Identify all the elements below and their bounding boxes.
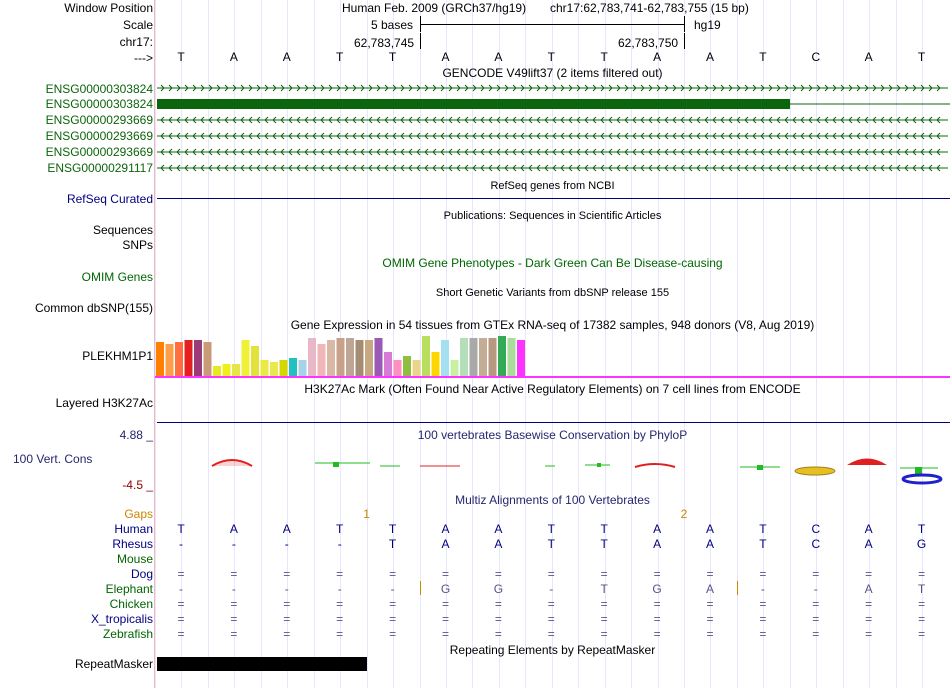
position-text[interactable]: chr17:62,783,741-62,783,755 (15 bp) (550, 1, 749, 15)
x_tropicalis-alignment-base: = (547, 612, 555, 626)
x_tropicalis-alignment-base: = (389, 612, 397, 626)
elephant-alignment-base: G (493, 582, 504, 596)
base-letter: A (864, 50, 873, 64)
human-alignment-base: T (600, 522, 608, 536)
label-omim-genes[interactable]: OMIM Genes (81, 270, 153, 284)
label-dog[interactable]: Dog (130, 567, 153, 581)
gtex-bar (232, 364, 240, 376)
rhesus-alignment-base: - (179, 537, 183, 551)
label-chr: chr17: (119, 35, 153, 49)
phylop-conservation-plot[interactable] (155, 450, 950, 488)
gtex-bar (498, 336, 506, 376)
cons-logo-c (795, 467, 835, 475)
rhesus-alignment-base: T (547, 537, 555, 551)
gtex-bar (299, 360, 307, 376)
track-title-omim: OMIM Gene Phenotypes - Dark Green Can Be Disease-causing (382, 256, 723, 270)
human-alignment-base: A (864, 522, 873, 536)
x_tropicalis-alignment-base: = (706, 612, 714, 626)
label-human[interactable]: Human (114, 522, 153, 536)
gtex-bar (194, 340, 202, 376)
label-repeatmasker[interactable]: RepeatMasker (74, 657, 153, 671)
base-letter: A (494, 50, 503, 64)
coord-1-tick (420, 33, 421, 49)
label-gene-2[interactable]: ENSG00000303824 (45, 97, 153, 111)
label-gaps[interactable]: Gaps (124, 507, 153, 521)
label-refseq[interactable]: RefSeq Curated (66, 192, 153, 206)
x_tropicalis-alignment-base: = (441, 612, 449, 626)
dog-alignment-base: = (389, 567, 397, 581)
x_tropicalis-alignment-base: = (600, 612, 608, 626)
rhesus-alignment-base: T (759, 537, 767, 551)
gtex-bar (451, 360, 459, 376)
chicken-alignment-base: = (441, 597, 449, 611)
gtex-bar (156, 342, 164, 376)
rhesus-alignment-base: A (864, 537, 873, 551)
gtex-bar (384, 352, 392, 376)
zebrafish-alignment-base: = (389, 627, 397, 641)
gtex-bar (460, 338, 468, 376)
base-letter: T (917, 50, 926, 64)
cons-peak-a2 (635, 464, 675, 467)
label-gene-3[interactable]: ENSG00000293669 (45, 113, 153, 127)
cons-mark-5-box (597, 463, 601, 467)
label-snps[interactable]: SNPs (122, 238, 153, 252)
elephant-alignment-base: A (705, 582, 714, 596)
chicken-alignment-base: = (547, 597, 555, 611)
human-alignment-base: T (547, 522, 555, 536)
zebrafish-alignment-base: = (547, 627, 555, 641)
gtex-bar (403, 356, 411, 376)
elephant-alignment-base: T (600, 582, 608, 596)
human-alignment-base: T (388, 522, 397, 536)
base-letter: A (229, 50, 238, 64)
elephant-alignment-base: - (390, 582, 395, 596)
base-letter: T (336, 50, 344, 64)
dog-alignment-base: = (759, 567, 767, 581)
base-letter: A (441, 50, 450, 64)
cons-mark-1-box (333, 462, 339, 467)
scale-bar-right-tick (684, 16, 685, 32)
dog-alignment-base: = (494, 567, 502, 581)
chicken-alignment-base: = (177, 597, 185, 611)
gtex-baseline (155, 376, 950, 378)
cons-min-label: -4.5 _ (122, 478, 153, 492)
gtex-bar (223, 364, 231, 376)
label-gene-5[interactable]: ENSG00000293669 (45, 145, 153, 159)
gtex-bar (166, 344, 174, 376)
chicken-alignment-base: = (918, 597, 926, 611)
gtex-bar (432, 352, 440, 376)
label-rhesus[interactable]: Rhesus (112, 537, 153, 551)
scale-db: hg19 (694, 18, 721, 32)
dog-alignment-base: = (865, 567, 873, 581)
zebrafish-alignment-base: = (283, 627, 291, 641)
gtex-bar (318, 344, 326, 376)
label-x-tropicalis[interactable]: X_tropicalis (90, 612, 153, 626)
zebrafish-alignment-base: = (918, 627, 926, 641)
chicken-alignment-base: = (759, 597, 767, 611)
base-letter: T (177, 50, 185, 64)
rhesus-alignment-base: A (705, 537, 714, 551)
base-letter: A (705, 50, 714, 64)
coord-2-tick (684, 33, 685, 49)
base-letter: T (759, 50, 767, 64)
track-title-dbsnp: Short Genetic Variants from dbSNP release 155 (435, 287, 670, 299)
label-zebrafish[interactable]: Zebrafish (102, 627, 153, 641)
label-scale: Scale (122, 18, 153, 32)
human-alignment-base: A (282, 522, 291, 536)
gtex-bar (479, 338, 487, 376)
track-title-refseq: RefSeq genes from NCBI (490, 180, 615, 192)
dog-alignment-base: = (706, 567, 714, 581)
rhesus-alignment-base: A (441, 537, 450, 551)
gtex-bar (356, 340, 364, 376)
human-alignment-base: C (811, 522, 821, 536)
gtex-bar (365, 340, 373, 376)
gtex-bar (270, 362, 278, 376)
dog-alignment-base: = (918, 567, 926, 581)
cons-logo-g (903, 475, 941, 483)
rhesus-alignment-base: - (231, 537, 236, 551)
zebrafish-alignment-base: = (865, 627, 873, 641)
chicken-alignment-base: = (600, 597, 608, 611)
track-title-multiz: Multiz Alignments of 100 Vertebrates (455, 493, 650, 507)
label-common-dbsnp[interactable]: Common dbSNP(155) (34, 301, 153, 315)
gtex-bar (422, 336, 430, 376)
gtex-bar (413, 360, 421, 376)
coord-2: 62,783,750 (618, 36, 679, 50)
gtex-bar (185, 340, 193, 376)
human-alignment-base: A (441, 522, 450, 536)
zebrafish-alignment-base: = (230, 627, 238, 641)
chicken-alignment-base: = (336, 597, 344, 611)
gtex-bar (508, 338, 516, 376)
base-letter: A (653, 50, 662, 64)
elephant-insert-mark-2 (737, 581, 738, 595)
base-letter: T (388, 50, 397, 64)
chicken-alignment-base: = (706, 597, 714, 611)
x_tropicalis-alignment-base: = (336, 612, 344, 626)
elephant-alignment-base: - (231, 582, 236, 596)
zebrafish-alignment-base: = (600, 627, 608, 641)
gtex-bar (441, 340, 449, 376)
elephant-alignment-base: T (917, 582, 926, 596)
track-title-gencode: GENCODE V49lift37 (2 items filtered out) (442, 66, 663, 80)
gtex-bar (242, 340, 250, 376)
chicken-alignment-base: = (865, 597, 873, 611)
gtex-bar (280, 360, 288, 376)
dog-alignment-base: = (441, 567, 449, 581)
elephant-insert-mark-1 (420, 581, 421, 595)
track-title-publications: Publications: Sequences in Scientific Articles (443, 210, 662, 222)
x_tropicalis-alignment-base: = (494, 612, 502, 626)
elephant-alignment-base: A (864, 582, 873, 596)
scale-bar (420, 24, 684, 25)
zebrafish-alignment-base: = (441, 627, 449, 641)
gaps-alignment-base: 1 (363, 507, 370, 521)
chicken-alignment-base: = (230, 597, 238, 611)
x_tropicalis-alignment-base: = (918, 612, 926, 626)
zebrafish-alignment-base: = (336, 627, 344, 641)
elephant-alignment-base: - (760, 582, 765, 596)
x_tropicalis-alignment-base: = (759, 612, 767, 626)
scale-text: 5 bases (371, 18, 414, 32)
label-100-vert-cons[interactable]: 100 Vert. Cons (13, 452, 93, 466)
gtex-bar (289, 358, 297, 376)
chicken-alignment-base: = (812, 597, 820, 611)
label-plekhm1p1[interactable]: PLEKHM1P1 (82, 349, 153, 363)
elephant-alignment-base: - (179, 582, 183, 596)
elephant-alignment-base: - (337, 582, 342, 596)
base-letter: A (282, 50, 291, 64)
human-alignment-base: T (759, 522, 767, 536)
cons-max-label: 4.88 _ (119, 428, 153, 442)
label-elephant[interactable]: Elephant (105, 582, 153, 596)
gtex-bar (213, 366, 221, 376)
label-window-position: Window Position (64, 1, 153, 15)
x_tropicalis-alignment-base: = (865, 612, 873, 626)
label-gene-1[interactable]: ENSG00000303824 (45, 82, 153, 96)
gtex-bar (375, 338, 383, 376)
gtex-bar (517, 340, 525, 376)
elephant-alignment-base: - (813, 582, 818, 596)
base-letter: T (600, 50, 608, 64)
dog-alignment-base: = (600, 567, 608, 581)
elephant-alignment-base: - (549, 582, 554, 596)
human-alignment-base: T (336, 522, 344, 536)
gtex-bar (470, 338, 478, 376)
x_tropicalis-alignment-base: = (230, 612, 238, 626)
chicken-alignment-base: = (389, 597, 397, 611)
h3k27ac-baseline (157, 422, 950, 423)
repeatmasker-element[interactable] (157, 657, 367, 671)
elephant-alignment-base: G (652, 582, 662, 596)
x_tropicalis-alignment-base: = (283, 612, 291, 626)
gaps-alignment-base: 2 (680, 507, 688, 521)
rhesus-alignment-base: A (653, 537, 662, 551)
zebrafish-alignment-base: = (177, 627, 185, 641)
gtex-bar (175, 342, 183, 376)
gtex-bar (337, 338, 345, 376)
gtex-bar (308, 338, 316, 376)
label-chicken[interactable]: Chicken (109, 597, 153, 611)
elephant-alignment-base: - (284, 582, 289, 596)
human-alignment-base: A (705, 522, 714, 536)
human-alignment-base: A (494, 522, 503, 536)
rhesus-alignment-base: - (284, 537, 289, 551)
gtex-bar (251, 346, 259, 376)
dog-alignment-base: = (336, 567, 344, 581)
zebrafish-alignment-base: = (494, 627, 502, 641)
cons-mark-6-box (757, 465, 763, 470)
label-sequences[interactable]: Sequences (92, 223, 153, 237)
zebrafish-alignment-base: = (759, 627, 767, 641)
base-letter: T (547, 50, 555, 64)
chicken-alignment-base: = (653, 597, 661, 611)
rhesus-alignment-base: A (494, 537, 503, 551)
dog-alignment-base: = (177, 567, 185, 581)
base-letter: C (811, 50, 821, 64)
zebrafish-alignment-base: = (812, 627, 820, 641)
label-layered-h3k27ac[interactable]: Layered H3K27Ac (55, 396, 153, 410)
coord-1: 62,783,745 (354, 36, 415, 50)
gtex-bar (346, 338, 354, 376)
gtex-expression-chart[interactable] (155, 333, 950, 379)
zebrafish-alignment-base: = (653, 627, 661, 641)
label-gene-4[interactable]: ENSG00000293669 (45, 129, 153, 143)
dog-alignment-base: = (230, 567, 238, 581)
scale-bar-left-tick (420, 16, 421, 32)
cons-peak-a1 (212, 460, 252, 466)
chicken-alignment-base: = (494, 597, 502, 611)
track-title-phylop: 100 vertebrates Basewise Conservation by PhyloP (417, 428, 688, 442)
gtex-bar (394, 360, 402, 376)
gencode-gene-features[interactable] (155, 80, 950, 180)
x_tropicalis-alignment-base: = (653, 612, 661, 626)
gtex-bar (489, 338, 497, 376)
gene-2-exon-block (157, 99, 790, 109)
gtex-bar (204, 342, 212, 376)
dog-alignment-base: = (547, 567, 555, 581)
rhesus-alignment-base: G (916, 537, 927, 551)
x_tropicalis-alignment-base: = (177, 612, 185, 626)
human-alignment-base: T (917, 522, 926, 536)
track-title-repeatmasker: Repeating Elements by RepeatMasker (449, 643, 656, 657)
label-gene-6[interactable]: ENSG00000291117 (47, 161, 153, 175)
gtex-bar (261, 360, 269, 376)
label-strand-arrow: ---> (134, 51, 153, 65)
human-alignment-base: A (229, 522, 238, 536)
track-title-h3k27ac: H3K27Ac Mark (Often Found Near Active Regulatory Elements) on 7 cell lines from ENCODE (304, 382, 801, 396)
zebrafish-alignment-base: = (706, 627, 714, 641)
human-alignment-base: A (653, 522, 662, 536)
dog-alignment-base: = (812, 567, 820, 581)
elephant-alignment-base: G (440, 582, 451, 596)
dog-alignment-base: = (653, 567, 661, 581)
cons-logo-a (847, 459, 887, 466)
chicken-alignment-base: = (283, 597, 291, 611)
human-alignment-base: T (177, 522, 185, 536)
track-title-gtex: Gene Expression in 54 tissues from GTEx RNA-seq of 17382 samples, 948 donors (V8, Aug 2019) (290, 318, 815, 332)
dog-alignment-base: = (283, 567, 291, 581)
x_tropicalis-alignment-base: = (812, 612, 820, 626)
refseq-line[interactable] (157, 198, 950, 199)
rhesus-alignment-base: C (811, 537, 821, 551)
assembly-text: Human Feb. 2009 (GRCh37/hg19) (342, 1, 527, 15)
rhesus-alignment-base: T (388, 537, 397, 551)
rhesus-alignment-base: - (337, 537, 342, 551)
rhesus-alignment-base: T (600, 537, 608, 551)
label-mouse[interactable]: Mouse (116, 552, 153, 566)
gtex-bar (327, 340, 335, 376)
